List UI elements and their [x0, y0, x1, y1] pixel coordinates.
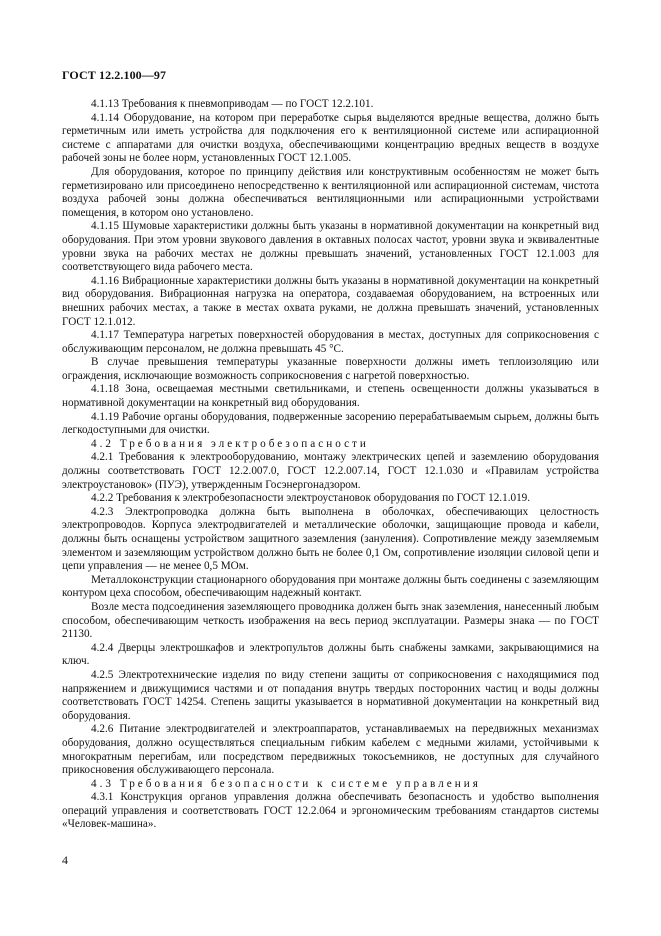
paragraph: 4.1.19 Рабочие органы оборудования, подверженные засорению перерабатываемым сырьем, должны быть легкодоступными для очистки.: [62, 410, 599, 437]
paragraph: 4.3.1 Конструкция органов управления должна обеспечивать безопасность и удобство выполнения операций управления и соответствовать ГОСТ 12.2.064 и эргономическим требованиям стандартов системы «Человек-машина».: [62, 791, 599, 831]
paragraph: 4.2.4 Дверцы электрошкафов и электропультов должны быть снабжены замками, закрывающимися на ключ.: [62, 641, 599, 668]
paragraph: Для оборудования, которое по принципу действия или конструктивным особенностям не может быть герметизировано или присоединено непосредственно к вентиляционной или аспирационной системам, чистота воздуха рабочей зоны должна обеспечиваться вентиляционными или аспирационными устройствами помещения, в котором оно установлено.: [62, 165, 599, 219]
paragraph: 4.1.17 Температура нагретых поверхностей оборудования в местах, доступных для соприкосновения с обслуживающим персоналом, не должна превышать 45 °С.: [62, 329, 599, 355]
paragraph: В случае превышения температуры указанные поверхности должны иметь теплоизоляцию или ограждения, исключающие возможность соприкосновения с нагретой поверхностью.: [62, 356, 599, 382]
paragraph: 4.2.5 Электротехнические изделия по виду степени защиты от соприкосновения с находящимися под напряжением и движущимися частями и от попадания внутрь твердых посторонних частиц и воды должны соответствовать ГОСТ 14254. Степень защиты указывается в нормативной документации на конкретный вид оборудования.: [62, 668, 599, 722]
paragraph: 4.1.18 Зона, освещаемая местными светильниками, и степень освещенности должны указываться в нормативной документации на конкретный вид оборудования.: [62, 383, 599, 410]
section-heading: 4.2 Требования электробезопасности: [91, 437, 369, 450]
paragraph: 4.2.2 Требования к электробезопасности электроустановок оборудования по ГОСТ 12.1.019.: [91, 492, 531, 505]
paragraph: 4.1.13 Требования к пневмоприводам — по ГОСТ 12.2.101.: [91, 98, 374, 110]
paragraph: 4.1.14 Оборудование, на котором при переработке сырья выделяются вредные вещества, должно быть герметичным или иметь устройства для подключения его к вентиляционной системе или аспирационной системе с аппаратами для очистки воздуха, обеспечивающими концентрацию вредных веществ в воздухе рабочей зоны не более норм, установленных ГОСТ 12.1.005.: [62, 111, 599, 165]
paragraph: 4.2.3 Электропроводка должна быть выполнена в оболочках, обеспечивающих целостность электропроводов. Корпуса электродвигателей и металлические оболочки, защищающие провода и кабели, должны быть оснащены устройством защитного заземления (зануления). Сопротивление между заземляемым элементом и заземляющим устройством должно быть не более 0,1 Ом, сопротивление изоляции силовой цепи и цепи управления — не менее 0,5 МОм.: [62, 505, 599, 573]
paragraph: 4.1.16 Вибрационные характеристики должны быть указаны в нормативной документации на конкретный вид оборудования. Вибрационная нагрузка на оператора, создаваемая оборудованием, на встроенных или внешних рабочих местах, а также в местах охвата руками, не должна превышать значений, установленных ГОСТ 12.1.012.: [62, 274, 599, 328]
paragraph: Металлоконструкции стационарного оборудования при монтаже должны быть соединены с заземляющим контуром цеха способом, обеспечивающим надежный контакт.: [62, 573, 599, 600]
page-number: 4: [62, 853, 68, 867]
paragraph: 4.1.15 Шумовые характеристики должны быть указаны в нормативной документации на конкретный вид оборудования. При этом уровни звукового давления в октавных полосах частот, уровни звука и эквивалентные уровни звука на рабочих местах не должны превышать значений, установленных ГОСТ 12.1.003 для соответствующего вида рабочего места.: [62, 220, 599, 274]
paragraph: 4.2.1 Требования к электрооборудованию, монтажу электрических цепей и заземлению оборудования должны соответствовать ГОСТ 12.2.007.0, ГОСТ 12.2.007.14, ГОСТ 12.1.030 и «Правилам устройства электроустановок» (ПУЭ), утвержденным Госэнергонадзором.: [62, 451, 599, 491]
section-heading: 4.3 Требования безопасности к системе управления: [91, 777, 481, 790]
doc-header: ГОСТ 12.2.100—97: [62, 68, 167, 82]
paragraph: 4.2.6 Питание электродвигателей и электроаппаратов, устанавливаемых на передвижных механизмах оборудования, должно осуществляться специальным гибким кабелем с медными жилами, устойчивыми к многократным перегибам, или посредством передвижных токосъемников, не доступных для случайного прикосновения обслуживающего персонала.: [62, 723, 599, 777]
paragraph: Возле места подсоединения заземляющего проводника должен быть знак заземления, нанесенный любым способом, обеспечивающим четкость изображения на весь период эксплуатации. Размеры знака — по ГОСТ 21130.: [62, 600, 599, 641]
document-body: [62, 98, 599, 832]
